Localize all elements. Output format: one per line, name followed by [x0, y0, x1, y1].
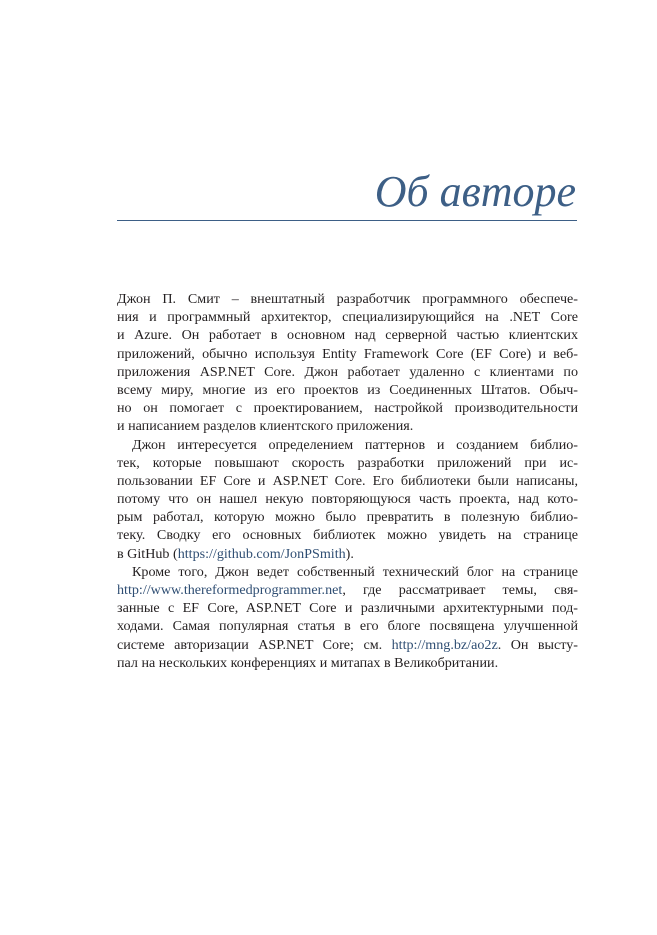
paragraph-line: занные с EF Core, ASP.NET Core и различными архитектурными под-	[117, 600, 578, 617]
paragraph-line: Джон интересуется определением паттернов и созданием библио-	[132, 436, 578, 453]
paragraph-line: ходами. Самая популярная статья в его блоге посвящена улучшенной	[117, 618, 578, 635]
paragraph-line: приложений, обычно используя Entity Framework Core (EF Core) и веб-	[117, 345, 578, 362]
paragraph-line: и написанием разделов клиентского приложения.	[117, 418, 414, 435]
article-link[interactable]: http://mng.bz/ao2z	[391, 636, 498, 653]
paragraph-line: приложения ASP.NET Core. Джон работает удаленно с клиентами по	[117, 363, 578, 380]
paragraph-line: теку. Сводку его основных библиотек можно увидеть на странице	[117, 527, 578, 544]
title-underline	[117, 220, 577, 221]
paragraph-line: всему миру, многие из его проектов из Соединенных Штатов. Обыч-	[117, 381, 578, 398]
page-title: Об авторе	[374, 167, 576, 216]
paragraph-line: пал на нескольких конференциях и митапах в Великобритании.	[117, 654, 499, 671]
paragraph-line: http://www.thereformedprogrammer.net, где рассматривает темы, свя-	[117, 582, 578, 598]
author-bio	[117, 290, 578, 672]
paragraph-line: пользовании EF Core и ASP.NET Core. Его библиотеки были написаны,	[117, 472, 578, 489]
paragraph-line: Джон П. Смит – внештатный разработчик программного обеспече-	[117, 291, 578, 307]
paragraph-line: Кроме того, Джон ведет собственный технический блог на странице	[132, 563, 578, 580]
paragraph-line: системе авторизации ASP.NET Core; см. http://mng.bz/ao2z. Он высту-	[117, 636, 578, 653]
paragraph-line: потому что он нашел некую повторяющуюся часть проекта, над кото-	[117, 491, 578, 508]
paragraph-line: ния и программный архитектор, специализирующийся на .NET Core	[117, 309, 578, 326]
paragraph-line: тек, которые повышают скорость разработки приложений при ис-	[117, 454, 578, 471]
paragraph-line: но он помогает с проектированием, настройкой производительности	[117, 400, 578, 417]
blog-link[interactable]: http://www.thereformedprogrammer.net	[117, 582, 343, 598]
github-link[interactable]: https://github.com/JonPSmith	[177, 545, 346, 562]
paragraph-line: и Azure. Он работает в основном над серверной частью клиентских	[117, 327, 578, 344]
paragraph-line: в GitHub (https://github.com/JonPSmith).	[117, 545, 354, 562]
paragraph-line: рым работал, которую можно было превратить в полезную библио-	[117, 509, 578, 526]
